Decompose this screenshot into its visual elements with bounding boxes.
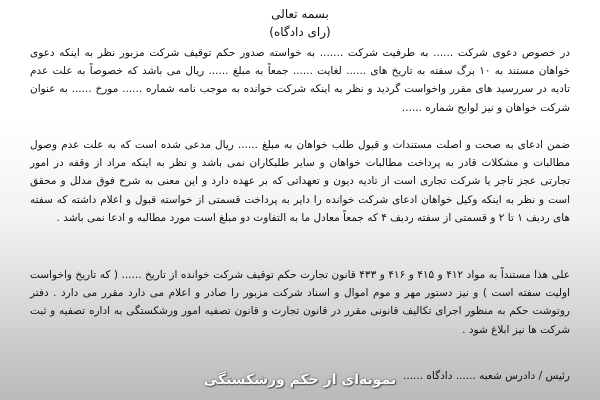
paragraph-2: ضمن ادعای به صحت و اصلت مستندات و قبول طلب خواهان به مبلغ ...... ریال مدعی شده است که به علت عدم وصول مطالبات و مشکلات قادر به پرداخت مطالبات خواهان و سایر طلبکاران نمی باشد و نظر به اینکه مراد از وقفه در امور تجارتی عجز تاجر یا شرکت تجاری است از تادیه دیون و تعهداتی که بر عهده دارد و این معنی به شرح فوق مدلل و محقق است و نظر به اینکه وکیل خواهان ادعای شرکت خوانده را دایر به پرداخت قسمتی از خواسته قبول و اعلام داشته که سفته های ردیف ۱ تا ۲ و قسمتی از سفته ردیف ۴ که جمعاً معادل ما به التفاوت دو مبلغ است مورد مطالبه و ادعا نمی باشد . <box>30 139 570 224</box>
signature-line: رئیس / دادرس شعبه ...... دادگاه ...... <box>403 370 570 382</box>
document-heading: بسمه تعالی <box>271 7 329 21</box>
document-subheading: (رای دادگاه) <box>269 25 331 39</box>
paragraph-1: در خصوص دعوی شرکت ...... به طرفیت شرکت ....... به خواسته صدور حکم توقیف شرکت مزبور نظر به اینکه دعوی خواهان مستند به ۱۰ برگ سفته به تاریخ های ...... لغایت ...... جمعاً به مبلغ ...... ریال می باشد که خصوصاً به علت عدم تادیه در سررسید های مقرر واخواست گردید و نظر به اینکه شرکت خوانده به موجب نامه شماره ...... مورخ ...... به عنوان شرکت خواهان و نیز لوایح شماره ...... <box>30 47 570 114</box>
paragraph-3: علی هذا مستنداً به مواد ۴۱۲ و ۴۱۵ و ۴۱۶ و ۴۳۳ قانون تجارت حکم توقیف شرکت خوانده از تاریخ ...... ( که تاریخ واخواست اولیت سفته است ) و نیز دستور مهر و موم اموال و اسناد شرکت مزبور را صادر و اعلام می دارد مقرر می دارد . دفتر روتوشت حکم به منظور اجرای تکالیف قانونی مقرر در قانون تجارت و قانون تصفیه امور ورشکستگی به اداره تصفیه و ثبت شرکت ها نیز ابلاغ شود . <box>30 269 571 336</box>
image-caption: نمونه‌ای از حکم ورشکستگی <box>203 372 397 388</box>
